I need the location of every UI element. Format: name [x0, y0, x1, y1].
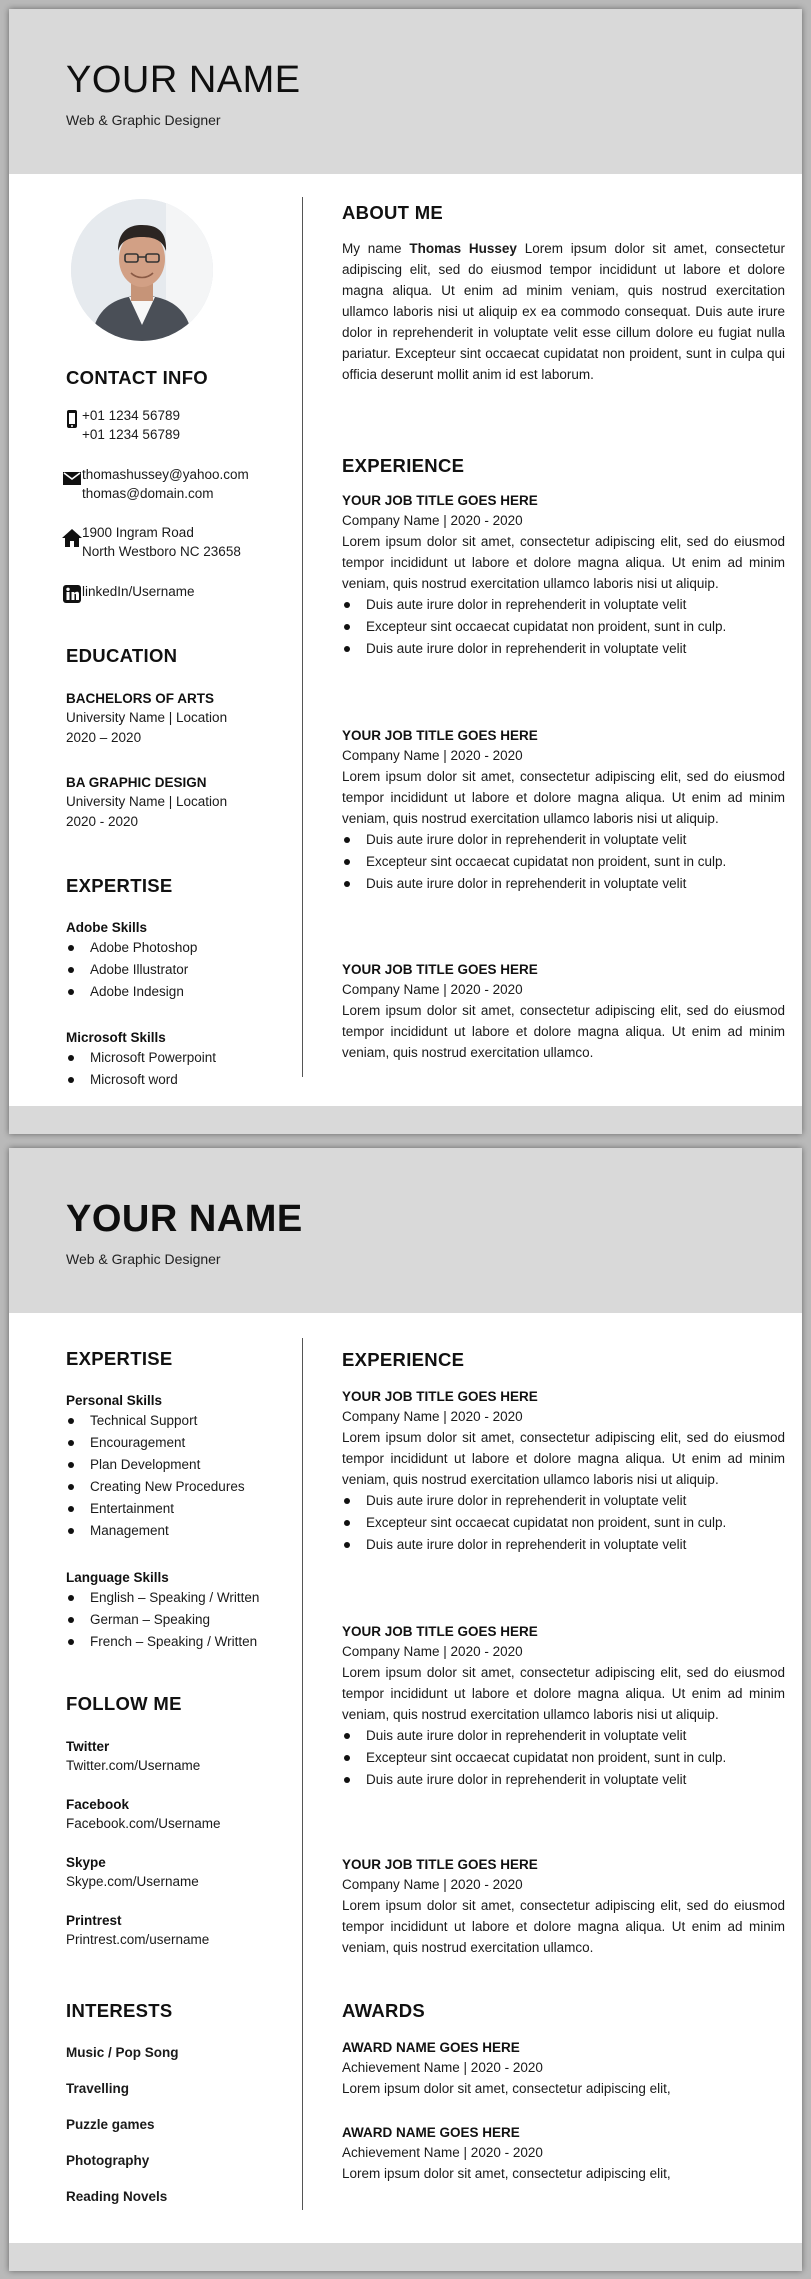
mail-icon	[61, 467, 83, 489]
social-item	[66, 1853, 296, 1892]
job-description: Lorem ipsum dolor sit amet, consectetur adipiscing elit, sed do eiusmod tempor incididunt ut labore et dolore magna aliqua. Ut enim ad minim veniam, quis nostrud exercitation ullamco laboris nisi ut aliquip.	[342, 1665, 785, 1722]
contact-email	[66, 465, 296, 509]
job-company: Company Name | 2020 - 2020	[342, 982, 523, 997]
job-entry	[342, 491, 785, 660]
right-column	[342, 1148, 785, 2271]
skill-item: Microsoft Powerpoint	[66, 1047, 296, 1069]
school: University Name | Location	[66, 710, 228, 725]
skill-group-label: Adobe Skills	[66, 920, 148, 935]
phone-2[interactable]: +01 1234 56789	[82, 427, 180, 442]
resume-page-1	[9, 9, 802, 1134]
job-title: YOUR JOB TITLE GOES HERE	[342, 728, 538, 743]
social-label: Facebook	[66, 1797, 130, 1812]
award-name: AWARD NAME GOES HERE	[342, 2125, 520, 2140]
education-item	[66, 689, 296, 747]
job-title: YOUR JOB TITLE GOES HERE	[342, 1624, 538, 1639]
job-title: YOUR JOB TITLE GOES HERE	[342, 962, 538, 977]
social-label: Twitter	[66, 1739, 110, 1754]
award-detail: Achievement Name | 2020 - 2020	[342, 2060, 543, 2075]
skill-item: Technical Support	[66, 1410, 296, 1432]
job-bullet: Excepteur sint occaecat cupidatat non proident, sunt in culp.	[342, 851, 785, 873]
job-company: Company Name | 2020 - 2020	[342, 1409, 523, 1424]
contact-address	[66, 523, 296, 567]
resume-page-2	[9, 1148, 802, 2271]
job-entry	[342, 1387, 785, 1556]
social-link[interactable]: Skype.com/Username	[66, 1874, 199, 1889]
job-description: Lorem ipsum dolor sit amet, consectetur adipiscing elit, sed do eiusmod tempor incididunt ut labore et dolore magna aliqua. Ut enim ad minim veniam, quis nostrud exercitation ullamco.	[342, 1003, 785, 1060]
interests-title: INTERESTS	[66, 2000, 173, 2021]
job-bullet: Duis aute irure dolor in reprehenderit in voluptate velit	[342, 638, 785, 660]
experience-title: EXPERIENCE	[342, 1349, 465, 1370]
social-link[interactable]: Twitter.com/Username	[66, 1758, 201, 1773]
about-prefix: My name	[342, 241, 410, 256]
degree: BA GRAPHIC DESIGN	[66, 775, 207, 790]
about-me-text	[342, 238, 785, 385]
name-heading: YOUR NAME	[66, 59, 301, 101]
skill-group	[66, 1568, 296, 1653]
skill-item: Microsoft word	[66, 1069, 296, 1091]
job-entry	[342, 726, 785, 895]
address-line-1: 1900 Ingram Road	[82, 525, 194, 540]
years: 2020 – 2020	[66, 729, 142, 745]
job-description: Lorem ipsum dolor sit amet, consectetur adipiscing elit, sed do eiusmod tempor incididunt ut labore et dolore magna aliqua. Ut enim ad minim veniam, quis nostrud exercitation ullamco laboris nisi ut aliquip.	[342, 534, 785, 591]
role-subtitle: Web & Graphic Designer	[66, 112, 221, 128]
contact-info-title: CONTACT INFO	[66, 367, 208, 388]
skill-group-label: Personal Skills	[66, 1393, 163, 1408]
job-title: YOUR JOB TITLE GOES HERE	[342, 1857, 538, 1872]
left-column	[66, 9, 296, 1134]
skill-item: Plan Development	[66, 1454, 296, 1476]
awards-title: AWARDS	[342, 2000, 425, 2021]
interest-item: Photography	[66, 2153, 150, 2168]
interest-item: Music / Pop Song	[66, 2045, 179, 2060]
social-label: Skype	[66, 1855, 106, 1870]
skill-group	[66, 918, 296, 1003]
skill-item: Encouragement	[66, 1432, 296, 1454]
job-company: Company Name | 2020 - 2020	[342, 748, 523, 763]
job-entry	[342, 1622, 785, 1791]
about-name: Thomas Hussey	[409, 241, 517, 256]
skill-item: Adobe Photoshop	[66, 937, 296, 959]
social-label: Printrest	[66, 1913, 122, 1928]
education-title: EDUCATION	[66, 645, 178, 666]
role-subtitle: Web & Graphic Designer	[66, 1251, 221, 1267]
interest-item: Reading Novels	[66, 2189, 168, 2204]
social-link[interactable]: Printrest.com/username	[66, 1932, 210, 1947]
skill-group	[66, 1028, 296, 1091]
email-1[interactable]: thomashussey@yahoo.com	[82, 467, 249, 482]
degree: BACHELORS OF ARTS	[66, 691, 214, 706]
years: 2020 - 2020	[66, 813, 139, 829]
award-entry	[342, 2038, 785, 2099]
skill-item: Adobe Illustrator	[66, 959, 296, 981]
column-divider	[302, 197, 303, 1077]
award-entry	[342, 2123, 785, 2184]
expertise-title: EXPERTISE	[66, 1348, 173, 1369]
job-description: Lorem ipsum dolor sit amet, consectetur adipiscing elit, sed do eiusmod tempor incididunt ut labore et dolore magna aliqua. Ut enim ad minim veniam, quis nostrud exercitation ullamco laboris nisi ut aliquip.	[342, 1430, 785, 1487]
job-bullet: Duis aute irure dolor in reprehenderit in voluptate velit	[342, 1490, 785, 1512]
job-description: Lorem ipsum dolor sit amet, consectetur adipiscing elit, sed do eiusmod tempor incididunt ut labore et dolore magna aliqua. Ut enim ad minim veniam, quis nostrud exercitation ullamco.	[342, 1898, 785, 1955]
page-footer	[9, 2243, 802, 2271]
contact-linkedin	[66, 582, 296, 606]
award-name: AWARD NAME GOES HERE	[342, 2040, 520, 2055]
job-bullet: Excepteur sint occaecat cupidatat non proident, sunt in culp.	[342, 616, 785, 638]
linkedin-link[interactable]: linkedIn/Username	[82, 584, 195, 599]
job-bullet: Excepteur sint occaecat cupidatat non proident, sunt in culp.	[342, 1747, 785, 1769]
skill-group	[66, 1391, 296, 1542]
interest-item: Travelling	[66, 2081, 130, 2096]
linkedin-icon	[61, 583, 83, 605]
job-company: Company Name | 2020 - 2020	[342, 1877, 523, 1892]
social-item	[66, 1911, 296, 1950]
job-bullet: Duis aute irure dolor in reprehenderit in voluptate velit	[342, 594, 785, 616]
about-body: Lorem ipsum dolor sit amet, consectetur adipiscing elit, sed do eiusmod tempor incididunt ut labore et dolore magna aliqua. Ut enim ad minim veniam, quis nostrud exercitation ullamco laboris nisi ut aliquip ex ea commodo consequat. Duis aute irure dolor in reprehenderit in voluptate velit esse cillum dolore eu fugiat nulla pariatur. Excepteur sint occaecat cupidatat non proident, sunt in culpa qui officia deserunt mollit anim id est laborum.	[342, 241, 785, 382]
skill-group-label: Language Skills	[66, 1570, 169, 1585]
expertise-title: EXPERTISE	[66, 875, 173, 896]
name-heading: YOUR NAME	[66, 1198, 303, 1240]
email-2[interactable]: thomas@domain.com	[82, 486, 214, 501]
job-bullet: Excepteur sint occaecat cupidatat non proident, sunt in culp.	[342, 1512, 785, 1534]
job-bullet: Duis aute irure dolor in reprehenderit in voluptate velit	[342, 1769, 785, 1791]
experience-title: EXPERIENCE	[342, 455, 465, 476]
column-divider	[302, 1338, 303, 2210]
job-bullet: Duis aute irure dolor in reprehenderit in voluptate velit	[342, 829, 785, 851]
skill-item: Adobe Indesign	[66, 981, 296, 1003]
skill-item: Management	[66, 1520, 296, 1542]
job-title: YOUR JOB TITLE GOES HERE	[342, 1389, 538, 1404]
job-title: YOUR JOB TITLE GOES HERE	[342, 493, 538, 508]
job-bullet: Duis aute irure dolor in reprehenderit in voluptate velit	[342, 873, 785, 895]
skill-item: French – Speaking / Written	[66, 1631, 296, 1653]
phone-icon	[61, 408, 83, 430]
skill-group-label: Microsoft Skills	[66, 1030, 166, 1045]
social-link[interactable]: Facebook.com/Username	[66, 1816, 221, 1831]
job-bullet: Duis aute irure dolor in reprehenderit in voluptate velit	[342, 1534, 785, 1556]
about-me-title: ABOUT ME	[342, 202, 444, 223]
social-item	[66, 1795, 296, 1834]
job-entry	[342, 1855, 785, 1958]
home-icon	[61, 527, 83, 549]
contact-phone	[66, 406, 296, 450]
social-item	[66, 1737, 296, 1776]
address-line-2: North Westboro NC 23658	[82, 544, 241, 559]
left-column	[66, 1148, 296, 2271]
job-description: Lorem ipsum dolor sit amet, consectetur adipiscing elit, sed do eiusmod tempor incididunt ut labore et dolore magna aliqua. Ut enim ad minim veniam, quis nostrud exercitation ullamco laboris nisi ut aliquip.	[342, 769, 785, 826]
skill-item: German – Speaking	[66, 1609, 296, 1631]
job-bullet: Duis aute irure dolor in reprehenderit in voluptate velit	[342, 1725, 785, 1747]
page-footer	[9, 1106, 802, 1134]
phone-1[interactable]: +01 1234 56789	[82, 408, 180, 423]
education-item	[66, 773, 296, 831]
interest-item: Puzzle games	[66, 2117, 155, 2132]
job-company: Company Name | 2020 - 2020	[342, 1644, 523, 1659]
skill-item: English – Speaking / Written	[66, 1587, 296, 1609]
skill-item: Creating New Procedures	[66, 1476, 296, 1498]
right-column	[342, 9, 785, 1134]
award-description: Lorem ipsum dolor sit amet, consectetur adipiscing elit,	[342, 2166, 671, 2181]
follow-me-title: FOLLOW ME	[66, 1693, 182, 1714]
school: University Name | Location	[66, 794, 228, 809]
skill-item: Entertainment	[66, 1498, 296, 1520]
award-detail: Achievement Name | 2020 - 2020	[342, 2145, 543, 2160]
job-company: Company Name | 2020 - 2020	[342, 513, 523, 528]
award-description: Lorem ipsum dolor sit amet, consectetur adipiscing elit,	[342, 2081, 671, 2096]
job-entry	[342, 960, 785, 1063]
